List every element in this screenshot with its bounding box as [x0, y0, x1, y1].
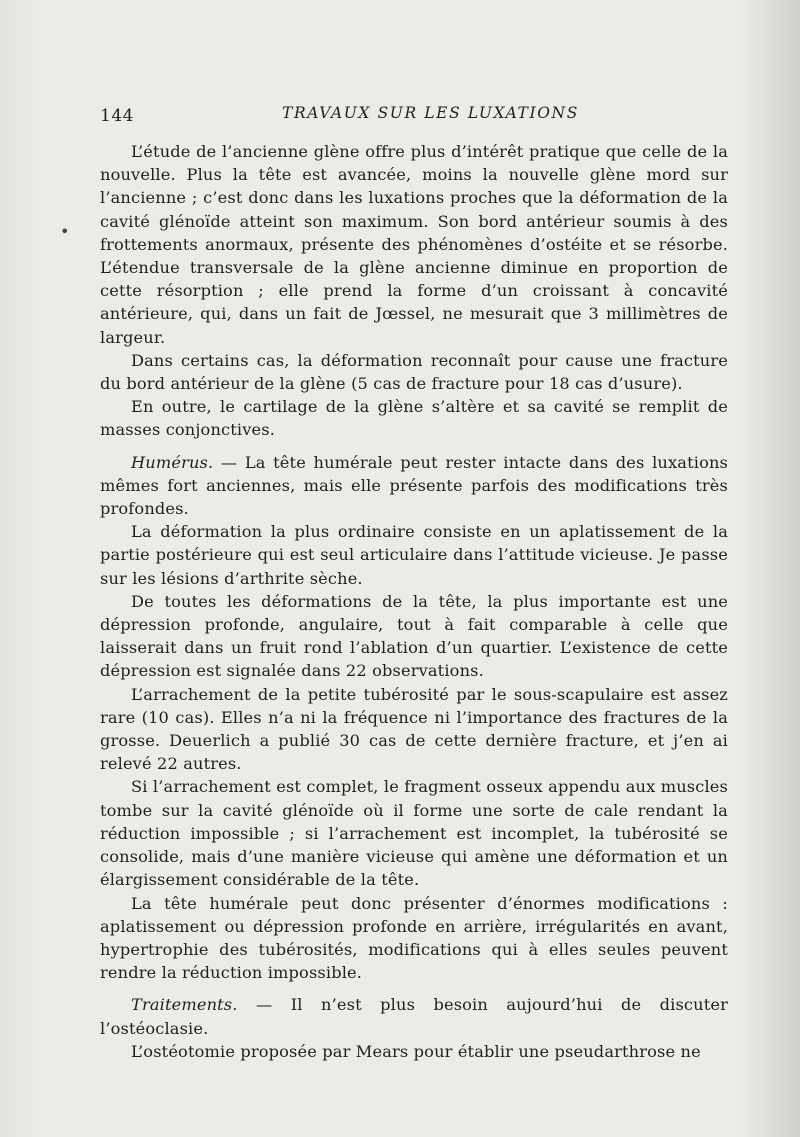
paragraph-text: L’arrachement de la petite tubérosité par le sous-scapulaire est assez rare (10 cas). Elles n’a ni la fréquence ni l’importance des fractures de la grosse. Deuerlich a publié 30 cas de cette dernière fracture, et j’en ai relevé 22 autres. — [100, 684, 728, 774]
paragraph-text: L’étude de l’ancienne glène offre plus d’intérêt pratique que celle de la nouvelle. Plus la tête est avancée, moins la nouvelle glène mord sur l’ancienne ; c’est donc dans les luxations proches que la déformation de la cavité glénoïde atteint son maximum. Son bord antérieur soumis à des frottements anormaux, présente des phénomènes d’ostéite et se résorbe. L’étendue transversale de la glène ancienne diminue en proportion de cette résorption ; elle prend la forme d’un croissant à concavité antérieure, qui, dans un fait de Jœssel, ne mesurait que 3 millimètres de largeur. — [100, 142, 728, 347]
paragraph — [100, 590, 728, 683]
paragraph-text: La déformation la plus ordinaire consiste en un aplatissement de la partie postérieure qui est seul articulaire dans l’attitude vicieuse. Je passe sur les lésions d’arthrite sèche. — [100, 522, 728, 588]
section-heading-humerus: Humérus. — [131, 452, 214, 472]
section-paragraph-traitements — [100, 993, 728, 1039]
margin-mark: • — [60, 222, 70, 241]
running-title: TRAVAUX SUR LES LUXATIONS — [282, 104, 579, 122]
section-heading-traitements: Traitements. — [131, 995, 238, 1015]
paragraph-text: Dans certains cas, la déformation reconnaît pour cause une fracture du bord antérieur de la glène (5 cas de fracture pour 18 cas d’usure). — [100, 350, 728, 394]
paragraph — [100, 520, 728, 590]
paragraph — [100, 683, 728, 776]
paragraph-text: L’ostéotomie proposée par Mears pour établir une pseudarthrose ne — [131, 1041, 701, 1061]
paragraph — [100, 1040, 728, 1063]
paragraph-text: En outre, le cartilage de la glène s’altère et sa cavité se remplit de masses conjonctives. — [100, 397, 728, 440]
page-number: 144 — [100, 106, 134, 126]
paragraph-text: La tête humérale peut donc présenter d’énormes modifications : aplatissement ou dépression profonde en arrière, irrégularités en avant, hypertrophie des tubérosités, modifications qui à elles seules peuvent rendre la réduction impossible. — [100, 893, 728, 983]
paragraph-text: — Il n’est plus besoin aujourd’hui de discuter l’ostéoclasie. — [100, 995, 728, 1038]
paragraph — [100, 775, 728, 891]
paragraph — [100, 892, 728, 985]
paragraph — [100, 395, 728, 441]
section-paragraph-humerus — [100, 451, 728, 521]
paragraph — [100, 140, 728, 349]
paragraph-text: De toutes les déformations de la tête, la plus importante est une dépression profonde, angulaire, tout à fait comparable à celle que laisserait dans un fruit rond l’ablation d’un quartier. L’existence de cette dépression est signalée dans 22 observations. — [100, 591, 728, 681]
paragraph-text: Si l’arrachement est complet, le fragment osseux appendu aux muscles tombe sur la cavité glénoïde où il forme une sorte de cale rendant la réduction impossible ; si l’arrachement est incomplet, la tubérosité se consolide, mais d’une manière vicieuse qui amène une déformation et un élargissement considérable de la tête. — [100, 777, 728, 890]
paragraph-text: — La tête humérale peut rester intacte dans des luxations mêmes fort anciennes, mais elle présente parfois des modifications très profondes. — [100, 452, 728, 519]
body-text — [100, 140, 728, 1063]
paragraph — [100, 349, 728, 395]
